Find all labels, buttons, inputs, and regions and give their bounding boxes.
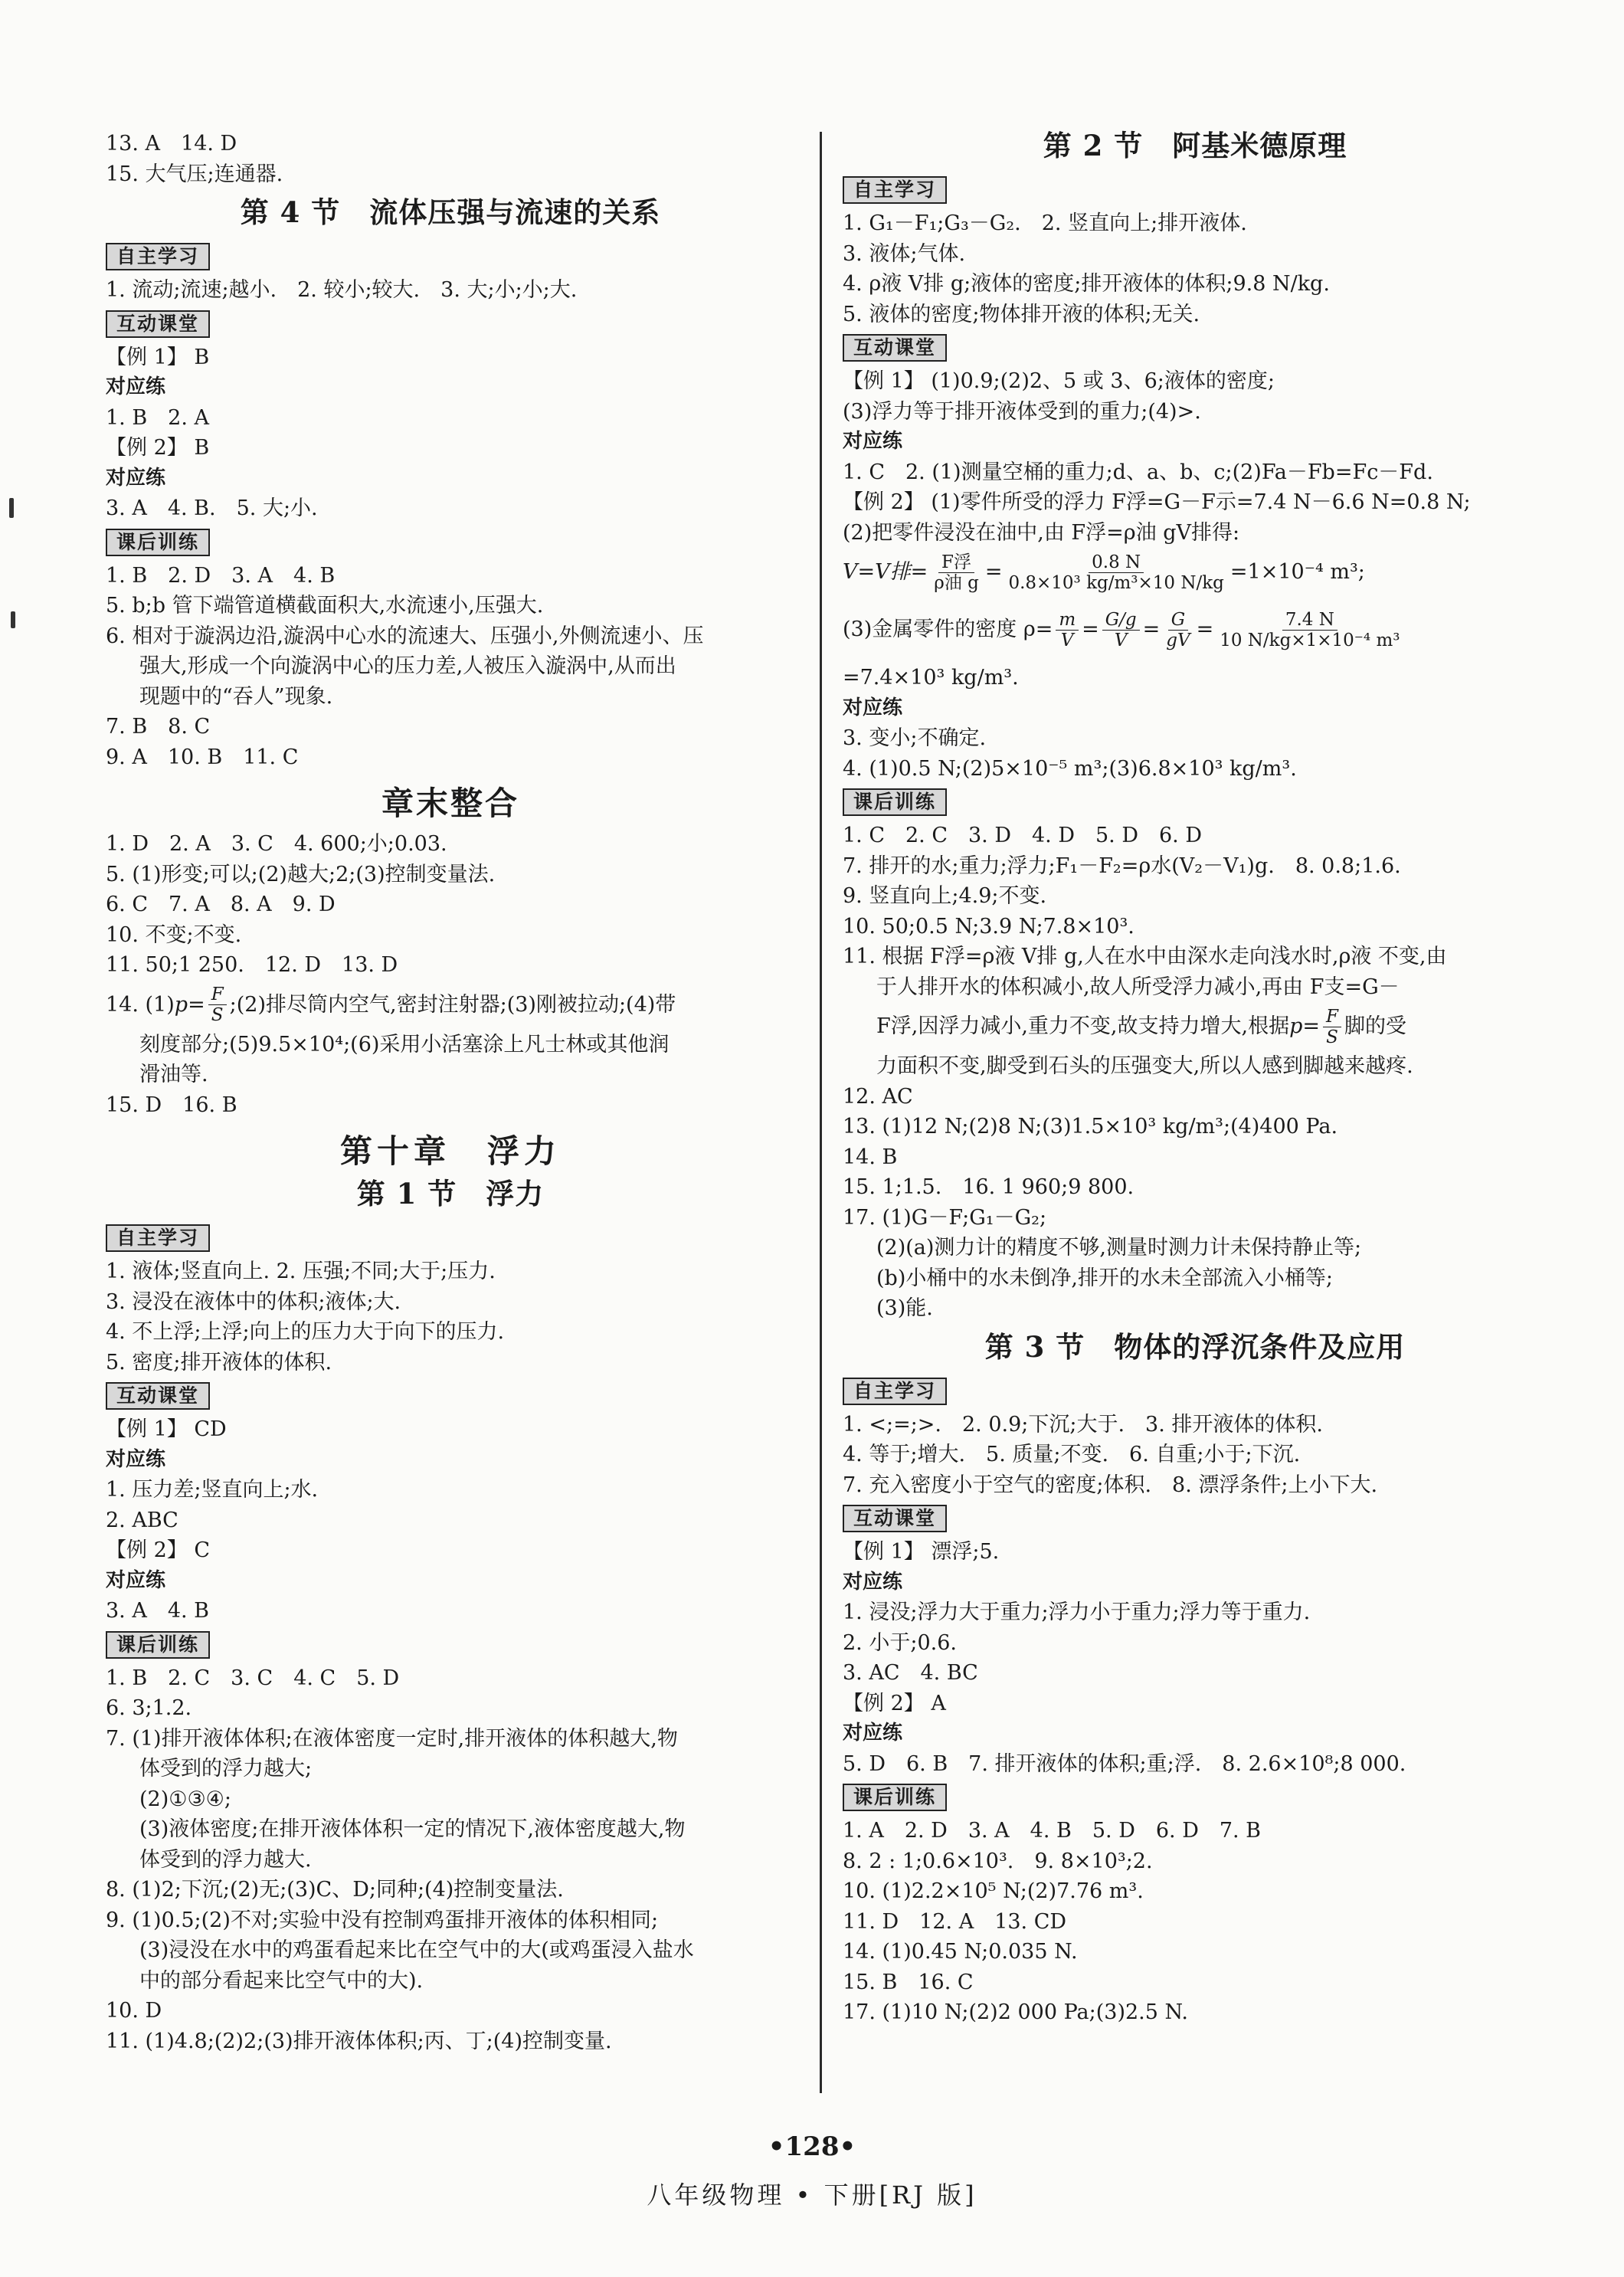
fraction: $\frac{G/g}{V}$ bbox=[1102, 610, 1140, 650]
example-line: 【例 1】 B bbox=[106, 345, 210, 369]
answer-line: 强大,形成一个向漩涡中心的压力差,人被压入漩涡中,从而出 bbox=[139, 654, 676, 678]
fraction: $\frac{\text{F浮}}{\text{ρ油 g}}$ bbox=[934, 552, 979, 593]
section-title: 第 4 节 流体压强与流速的关系 bbox=[240, 195, 661, 229]
formula-density: (3)金属零件的密度 ρ= $\frac{m}{V}$ = $\frac{G/g}{V}$ = $\frac{G}{gV}$ = $\frac{7.4 N}{\text{10 N/kg×1×10⁻⁴ m³}}$ bbox=[843, 597, 1547, 663]
label-classroom: 互动课堂 bbox=[843, 1505, 947, 1532]
label-after-class: 课后训练 bbox=[843, 1784, 947, 1811]
label-classroom: 互动课堂 bbox=[843, 334, 947, 362]
answer-line: 1. <;=;>. 2. 0.9;下沉;大于. 3. 排开液体的体积. bbox=[843, 1412, 1323, 1437]
answer-line: 1. B 2. A bbox=[106, 405, 210, 430]
answer-line: 1. D 2. A 3. C 4. 600;小;0.03. bbox=[106, 832, 447, 856]
answer-line: 8. 2 : 1;0.6×10³. 9. 8×10³;2. bbox=[843, 1849, 1153, 1873]
answer-line: 17. (1)G－F;G₁－G₂; bbox=[843, 1205, 1047, 1230]
answer-line: (2)(a)测力计的精度不够,测量时测力计未保持静止等; bbox=[876, 1236, 1362, 1260]
practice-heading: 对应练 bbox=[106, 1568, 166, 1592]
scan-mark bbox=[9, 498, 14, 518]
section-title: 第 2 节 阿基米德原理 bbox=[1043, 129, 1347, 162]
practice-heading: 对应练 bbox=[843, 1570, 903, 1594]
answer-line: (3)浸没在水中的鸡蛋看起来比在空气中的大(或鸡蛋浸入盐水 bbox=[139, 1938, 694, 1962]
answer-line: 15. 大气压;连通器. bbox=[106, 162, 283, 186]
answer-line: 10. (1)2.2×10⁵ N;(2)7.76 m³. bbox=[843, 1879, 1144, 1903]
answer-line: 1. 压力差;竖直向上;水. bbox=[106, 1478, 319, 1502]
section-title: 第 3 节 物体的浮沉条件及应用 bbox=[984, 1329, 1406, 1364]
answer-line: 14. B bbox=[843, 1145, 898, 1169]
practice-heading: 对应练 bbox=[106, 375, 166, 398]
answer-line: 力面积不变,脚受到石头的压强变大,所以人感到脚越来越疼. bbox=[876, 1054, 1413, 1078]
answer-line: 11. D 12. A 13. CD bbox=[843, 1909, 1067, 1934]
label-self-study: 自主学习 bbox=[106, 243, 210, 270]
answer-line: 17. (1)10 N;(2)2 000 Pa;(3)2.5 N. bbox=[843, 2000, 1188, 2024]
answer-line: (3)液体密度;在排开液体体积一定的情况下,液体密度越大,物 bbox=[139, 1817, 686, 1841]
answer-line: 10. 不变;不变. bbox=[106, 922, 242, 947]
example-line: 【例 1】 漂浮;5. bbox=[843, 1540, 1000, 1564]
answer-line: (2)①③④; bbox=[139, 1787, 231, 1811]
answer-line: 3. AC 4. BC bbox=[843, 1661, 978, 1685]
answer-line: =7.4×10³ kg/m³. bbox=[843, 666, 1019, 690]
fraction: $\frac{F}{S}$ bbox=[1323, 1007, 1341, 1047]
label-after-class: 课后训练 bbox=[106, 1631, 210, 1659]
practice-heading: 对应练 bbox=[843, 430, 903, 453]
answer-line: 5. D 6. B 7. 排开液体的体积;重;浮. 8. 2.6×10⁸;8 000. bbox=[843, 1751, 1406, 1776]
page-footer: 八年级物理 • 下册[RJ 版] bbox=[647, 2180, 977, 2210]
answer-line: 3. A 4. B bbox=[106, 1599, 210, 1623]
answer-line: 5. (1)形变;可以;(2)越大;2;(3)控制变量法. bbox=[106, 862, 496, 886]
label-self-study: 自主学习 bbox=[106, 1224, 210, 1252]
example-line: 【例 2】 B bbox=[106, 436, 210, 460]
answer-line: 10. D bbox=[106, 1999, 162, 2023]
answer-line: 2. ABC bbox=[106, 1508, 178, 1532]
answer-line: 5. 密度;排开液体的体积. bbox=[106, 1350, 332, 1374]
answer-line: 1. 液体;竖直向上. 2. 压强;不同;大于;压力. bbox=[106, 1260, 496, 1283]
example-line: 【例 1】 (1)0.9;(2)2、5 或 3、6;液体的密度; bbox=[843, 369, 1275, 393]
answer-line: 1. 流动;流速;越小. 2. 较小;较大. 3. 大;小;小;大. bbox=[106, 278, 578, 302]
answer-line: 15. 1;1.5. 16. 1 960;9 800. bbox=[843, 1175, 1135, 1199]
answer-line: 体受到的浮力越大; bbox=[139, 1757, 313, 1781]
label-after-class: 课后训练 bbox=[106, 529, 210, 556]
answer-line: 13. A 14. D bbox=[106, 132, 237, 156]
column-divider bbox=[820, 132, 822, 2093]
answer-line: 7. (1)排开液体体积;在液体密度一定时,排开液体的体积越大,物 bbox=[106, 1726, 678, 1751]
page-number: •128• bbox=[768, 2131, 856, 2162]
answer-line: (b)小桶中的水未倒净,排开的水未全部流入小桶等; bbox=[876, 1266, 1334, 1290]
example-line: 【例 2】 C bbox=[106, 1538, 211, 1562]
chapter-title: 第十章 浮力 bbox=[339, 1132, 561, 1170]
practice-heading: 对应练 bbox=[843, 696, 903, 719]
label-classroom: 互动课堂 bbox=[106, 1382, 210, 1410]
practice-heading: 对应练 bbox=[106, 466, 166, 490]
right-column bbox=[843, 123, 1547, 2028]
label-self-study: 自主学习 bbox=[843, 176, 947, 204]
label-self-study: 自主学习 bbox=[843, 1378, 947, 1405]
section-title: 第 1 节 浮力 bbox=[356, 1177, 545, 1211]
answer-line: 5. 液体的密度;物体排开液的体积;无关. bbox=[843, 302, 1200, 326]
answer-line: 3. A 4. B. 5. 大;小. bbox=[106, 496, 318, 520]
answer-line: 刻度部分;(5)9.5×10⁴;(6)采用小活塞涂上凡士林或其他润 bbox=[139, 1032, 670, 1057]
answer-line: 体受到的浮力越大. bbox=[139, 1847, 312, 1872]
answer-line: 1. B 2. D 3. A 4. B bbox=[106, 563, 336, 588]
answer-line: 15. B 16. C bbox=[843, 1970, 974, 1994]
answer-line-formula: F浮,因浮力减小,重力不变,故支持力增大,根据 p= $\frac{F}{S}$ 脚的受 bbox=[876, 1006, 1406, 1047]
answer-line: 3. 液体;气体. bbox=[843, 241, 966, 266]
answer-line: 7. 排开的水;重力;浮力;F₁－F₂=ρ水(V₂－V₁)g. 8. 0.8;1.6. bbox=[843, 853, 1401, 878]
fraction: $\frac{7.4 N}{\text{10 N/kg×1×10⁻⁴ m³}}$ bbox=[1220, 609, 1400, 650]
answer-line: 1. B 2. C 3. C 4. C 5. D bbox=[106, 1666, 400, 1690]
answer-line: 7. B 8. C bbox=[106, 715, 211, 739]
answer-line: 3. 变小;不确定. bbox=[843, 726, 987, 750]
fraction: $\frac{G}{gV}$ bbox=[1166, 609, 1190, 650]
answer-line: 2. 小于;0.6. bbox=[843, 1630, 957, 1655]
left-column bbox=[106, 129, 795, 2056]
label-classroom: 互动课堂 bbox=[106, 310, 210, 338]
answer-line: 11. 50;1 250. 12. D 13. D bbox=[106, 953, 398, 977]
scan-mark bbox=[11, 611, 15, 628]
answer-line: 9. (1)0.5;(2)不对;实验中没有控制鸡蛋排开液体的体积相同; bbox=[106, 1908, 659, 1932]
answer-line: 滑油等. bbox=[139, 1063, 208, 1086]
answer-line: 9. 竖直向上;4.9;不变. bbox=[843, 884, 1047, 908]
example-line: 【例 1】 CD bbox=[106, 1417, 227, 1441]
answer-line: 3. 浸没在液体中的体积;液体;大. bbox=[106, 1289, 401, 1314]
answer-line: 4. 等于;增大. 5. 质量;不变. 6. 自重;小于;下沉. bbox=[843, 1443, 1301, 1466]
answer-line: 12. AC bbox=[843, 1084, 913, 1109]
answer-line: 1. A 2. D 3. A 4. B 5. D 6. D 7. B bbox=[843, 1819, 1262, 1843]
fraction: $\frac{F}{S}$ bbox=[208, 985, 227, 1025]
label-after-class: 课后训练 bbox=[843, 788, 947, 816]
answer-line: 1. C 2. C 3. D 4. D 5. D 6. D bbox=[843, 824, 1202, 847]
answer-line: 4. (1)0.5 N;(2)5×10⁻⁵ m³;(3)6.8×10³ kg/m³. bbox=[843, 756, 1297, 781]
practice-heading: 对应练 bbox=[106, 1447, 166, 1471]
practice-heading: 对应练 bbox=[843, 1722, 903, 1745]
answer-line: 1. G₁－F₁;G₃－G₂. 2. 竖直向上;排开液体. bbox=[843, 211, 1247, 235]
answer-line: 7. 充入密度小于空气的密度;体积. 8. 漂浮条件;上小下大. bbox=[843, 1473, 1378, 1497]
answer-line: 13. (1)12 N;(2)8 N;(3)1.5×10³ kg/m³;(4)400 Pa. bbox=[843, 1115, 1338, 1138]
answer-line: 11. 根据 F浮=ρ液 V排 g,人在水中由深水走向浅水时,ρ液 不变,由 bbox=[843, 945, 1447, 968]
fraction: $\frac{0.8 N}{\text{0.8×10³ kg/m³×10 N/kg}}$ bbox=[1008, 552, 1224, 593]
answer-line: 4. 不上浮;上浮;向上的压力大于向下的压力. bbox=[106, 1320, 505, 1344]
answer-line: 6. 3;1.2. bbox=[106, 1696, 192, 1720]
answer-line: 6. 相对于漩涡边沿,漩涡中心水的流速大、压强小,外侧流速小、压 bbox=[106, 624, 704, 648]
answer-line: 中的部分看起来比空气中的大). bbox=[139, 1968, 424, 1993]
answer-line: 8. (1)2;下沉;(2)无;(3)C、D;同种;(4)控制变量法. bbox=[106, 1878, 564, 1902]
answer-line: 5. b;b 管下端管道横截面积大,水流速小,压强大. bbox=[106, 594, 544, 618]
answer-line: 11. (1)4.8;(2)2;(3)排开液体体积;丙、丁;(4)控制变量. bbox=[106, 2029, 612, 2053]
answer-line: 15. D 16. B bbox=[106, 1093, 237, 1117]
answer-line: 6. C 7. A 8. A 9. D bbox=[106, 893, 336, 916]
answer-line-formula: 14. (1) p= $\frac{F}{S}$ ;(2)排尽筒内空气,密封注射器;(3)刚被拉动;(4)带 bbox=[106, 985, 676, 1025]
example-line: 【例 2】 A bbox=[843, 1691, 946, 1715]
answer-line: 现题中的“吞人”现象. bbox=[139, 684, 333, 709]
answer-line: 4. ρ液 V排 g;液体的密度;排开液体的体积;9.8 N/kg. bbox=[843, 272, 1330, 296]
section-title: 章末整合 bbox=[381, 785, 519, 822]
formula-volume: V=V排= $\frac{\text{F浮}}{\text{ρ油 g}}$ = $\frac{0.8 N}{\text{0.8×10³ kg/m³×10 N/kg}}$ =1×10⁻⁴ m³; bbox=[843, 552, 1365, 593]
answer-line: 1. C 2. (1)测量空桶的重力;d、a、b、c;(2)Fa－Fb=Fc－Fd. bbox=[843, 460, 1433, 484]
answer-line: 10. 50;0.5 N;3.9 N;7.8×10³. bbox=[843, 914, 1135, 939]
answer-line: 于人排开水的体积减小,故人所受浮力减小,再由 F支=G－ bbox=[876, 975, 1400, 999]
answer-line: (3)能. bbox=[876, 1296, 933, 1320]
answer-line: (2)把零件浸没在油中,由 F浮=ρ油 gV排得: bbox=[843, 520, 1240, 545]
answer-line: (3)浮力等于排开液体受到的重力;(4)>. bbox=[843, 399, 1201, 424]
example-line: 【例 2】 (1)零件所受的浮力 F浮=G－F示=7.4 N－6.6 N=0.8 N; bbox=[843, 490, 1471, 514]
fraction: $\frac{m}{V}$ bbox=[1056, 610, 1079, 650]
answer-line: 9. A 10. B 11. C bbox=[106, 745, 299, 769]
answer-line: 1. 浸没;浮力大于重力;浮力小于重力;浮力等于重力. bbox=[843, 1600, 1311, 1624]
answer-line: 14. (1)0.45 N;0.035 N. bbox=[843, 1940, 1078, 1964]
